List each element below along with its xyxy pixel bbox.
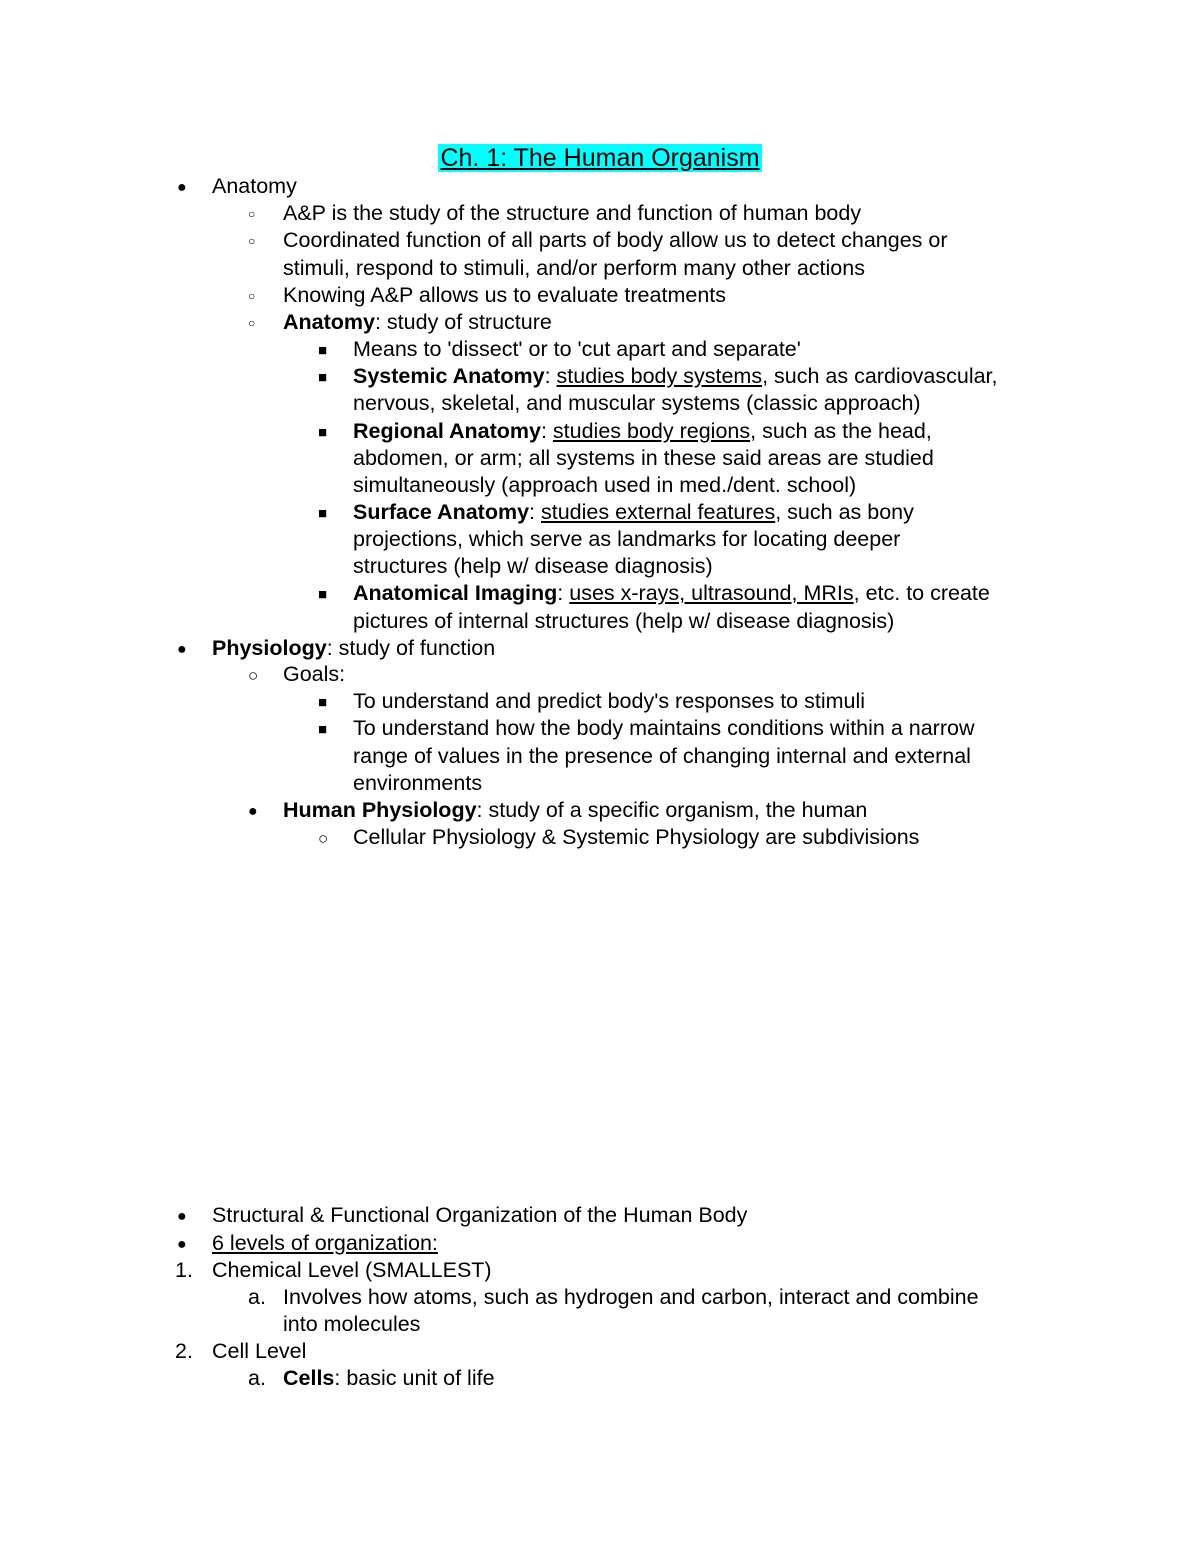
bullet-square-icon: ■ <box>318 424 328 441</box>
bullet-disc-icon: ● <box>177 179 187 196</box>
continuation-text: , such as cardiovascular, <box>762 364 998 388</box>
page-title-text: Ch. 1: The Human Organism <box>440 144 760 172</box>
list-letter: a. <box>248 1285 266 1309</box>
underlined-text: studies body regions <box>552 419 751 443</box>
list-item-surface <box>353 499 914 526</box>
term-cells: Cells <box>283 1366 335 1390</box>
definition-text: : basic unit of life <box>334 1366 495 1390</box>
list-item-goal-2-cont: range of values in the presence of changing internal and external <box>353 744 971 768</box>
colon-text: : <box>557 581 570 605</box>
list-item-regional-cont: simultaneously (approach used in med./dent. school) <box>353 473 857 497</box>
term-human-physiology: Human Physiology <box>283 798 477 822</box>
page-title <box>0 140 1200 176</box>
continuation-text: , etc. to create <box>853 581 990 605</box>
underlined-text: studies body systems <box>556 364 763 388</box>
term-surface-anatomy: Surface Anatomy <box>353 500 530 524</box>
list-item-anatomy: Anatomy <box>212 174 297 198</box>
colon-text: : <box>544 364 557 388</box>
bullet-square-icon: ■ <box>318 694 328 711</box>
list-item-goal-2-cont: environments <box>353 771 483 795</box>
bullet-square-icon: ■ <box>318 369 328 386</box>
term-anatomy: Anatomy <box>283 310 375 334</box>
term-physiology: Physiology <box>212 636 327 660</box>
underlined-text: studies external features <box>540 500 776 524</box>
list-item-goal-1: To understand and predict body's responses to stimuli <box>353 689 866 713</box>
bullet-hollow-icon: ○ <box>248 666 259 685</box>
list-item-cellular: Cellular Physiology & Systemic Physiology are subdivisions <box>353 825 920 849</box>
list-item-cell-level: Cell Level <box>212 1339 307 1363</box>
list-item-coordinated: Coordinated function of all parts of body allow us to detect changes or <box>283 228 948 252</box>
bullet-disc-icon: ● <box>177 641 187 658</box>
list-item-regional-cont: abdomen, or arm; all systems in these said areas are studied <box>353 446 934 470</box>
colon-text: : <box>540 419 553 443</box>
bullet-hollow-icon: ○ <box>248 316 256 330</box>
list-item-imaging <box>353 580 990 607</box>
definition-text: : study of function <box>326 636 496 660</box>
term-regional-anatomy: Regional Anatomy <box>353 419 541 443</box>
continuation-text: , such as bony <box>775 500 914 524</box>
list-item-goals: Goals: <box>283 662 346 686</box>
list-item-anatomy-def <box>283 309 552 336</box>
list-item-systemic <box>353 363 998 390</box>
definition-text: : study of structure <box>374 310 552 334</box>
list-item-ap-study: A&P is the study of the structure and function of human body <box>283 201 862 225</box>
list-number: 1. <box>175 1258 193 1282</box>
term-anatomical-imaging: Anatomical Imaging <box>353 581 558 605</box>
list-number: 2. <box>175 1339 193 1363</box>
list-item-six-levels: 6 levels of organization: <box>212 1231 438 1255</box>
bullet-hollow-icon: ○ <box>318 829 329 848</box>
bullet-disc-icon: ● <box>177 1208 187 1225</box>
list-letter: a. <box>248 1366 266 1390</box>
list-item-human-physiology <box>283 797 867 824</box>
continuation-text: , such as the head, <box>750 419 932 443</box>
list-item-imaging-cont: pictures of internal structures (help w/ disease diagnosis) <box>353 609 895 633</box>
list-item-involves: Involves how atoms, such as hydrogen and carbon, interact and combine <box>283 1285 979 1309</box>
list-item-means: Means to 'dissect' or to 'cut apart and separate' <box>353 337 801 361</box>
bullet-square-icon: ■ <box>318 505 328 522</box>
bullet-square-icon: ■ <box>318 586 328 603</box>
colon-text: : <box>529 500 541 524</box>
bullet-hollow-icon: ○ <box>248 289 256 303</box>
list-item-regional <box>353 418 932 445</box>
bullet-hollow-icon: ○ <box>248 207 256 221</box>
list-item-surface-cont: structures (help w/ disease diagnosis) <box>353 554 713 578</box>
bullet-square-icon: ■ <box>318 342 328 359</box>
list-item-systemic-cont: nervous, skeletal, and muscular systems (classic approach) <box>353 391 921 415</box>
bullet-disc-icon: ● <box>248 803 258 820</box>
bullet-hollow-icon: ○ <box>248 234 256 248</box>
bullet-disc-icon: ● <box>177 1236 187 1253</box>
term-systemic-anatomy: Systemic Anatomy <box>353 364 545 388</box>
list-item-cells <box>283 1365 495 1392</box>
bullet-square-icon: ■ <box>318 721 328 738</box>
list-item-physiology <box>212 635 495 662</box>
list-item-coordinated-cont: stimuli, respond to stimuli, and/or perform many other actions <box>283 256 865 280</box>
list-item-involves-cont: into molecules <box>283 1312 421 1336</box>
list-item-chemical: Chemical Level (SMALLEST) <box>212 1258 492 1282</box>
list-item-structural: Structural & Functional Organization of the Human Body <box>212 1203 748 1227</box>
definition-text: : study of a specific organism, the human <box>476 798 868 822</box>
list-item-knowing: Knowing A&P allows us to evaluate treatments <box>283 283 726 307</box>
list-item-goal-2: To understand how the body maintains conditions within a narrow <box>353 716 975 740</box>
underlined-text: uses x-rays, ultrasound, MRIs <box>569 581 854 605</box>
list-item-surface-cont: projections, which serve as landmarks for locating deeper <box>353 527 901 551</box>
